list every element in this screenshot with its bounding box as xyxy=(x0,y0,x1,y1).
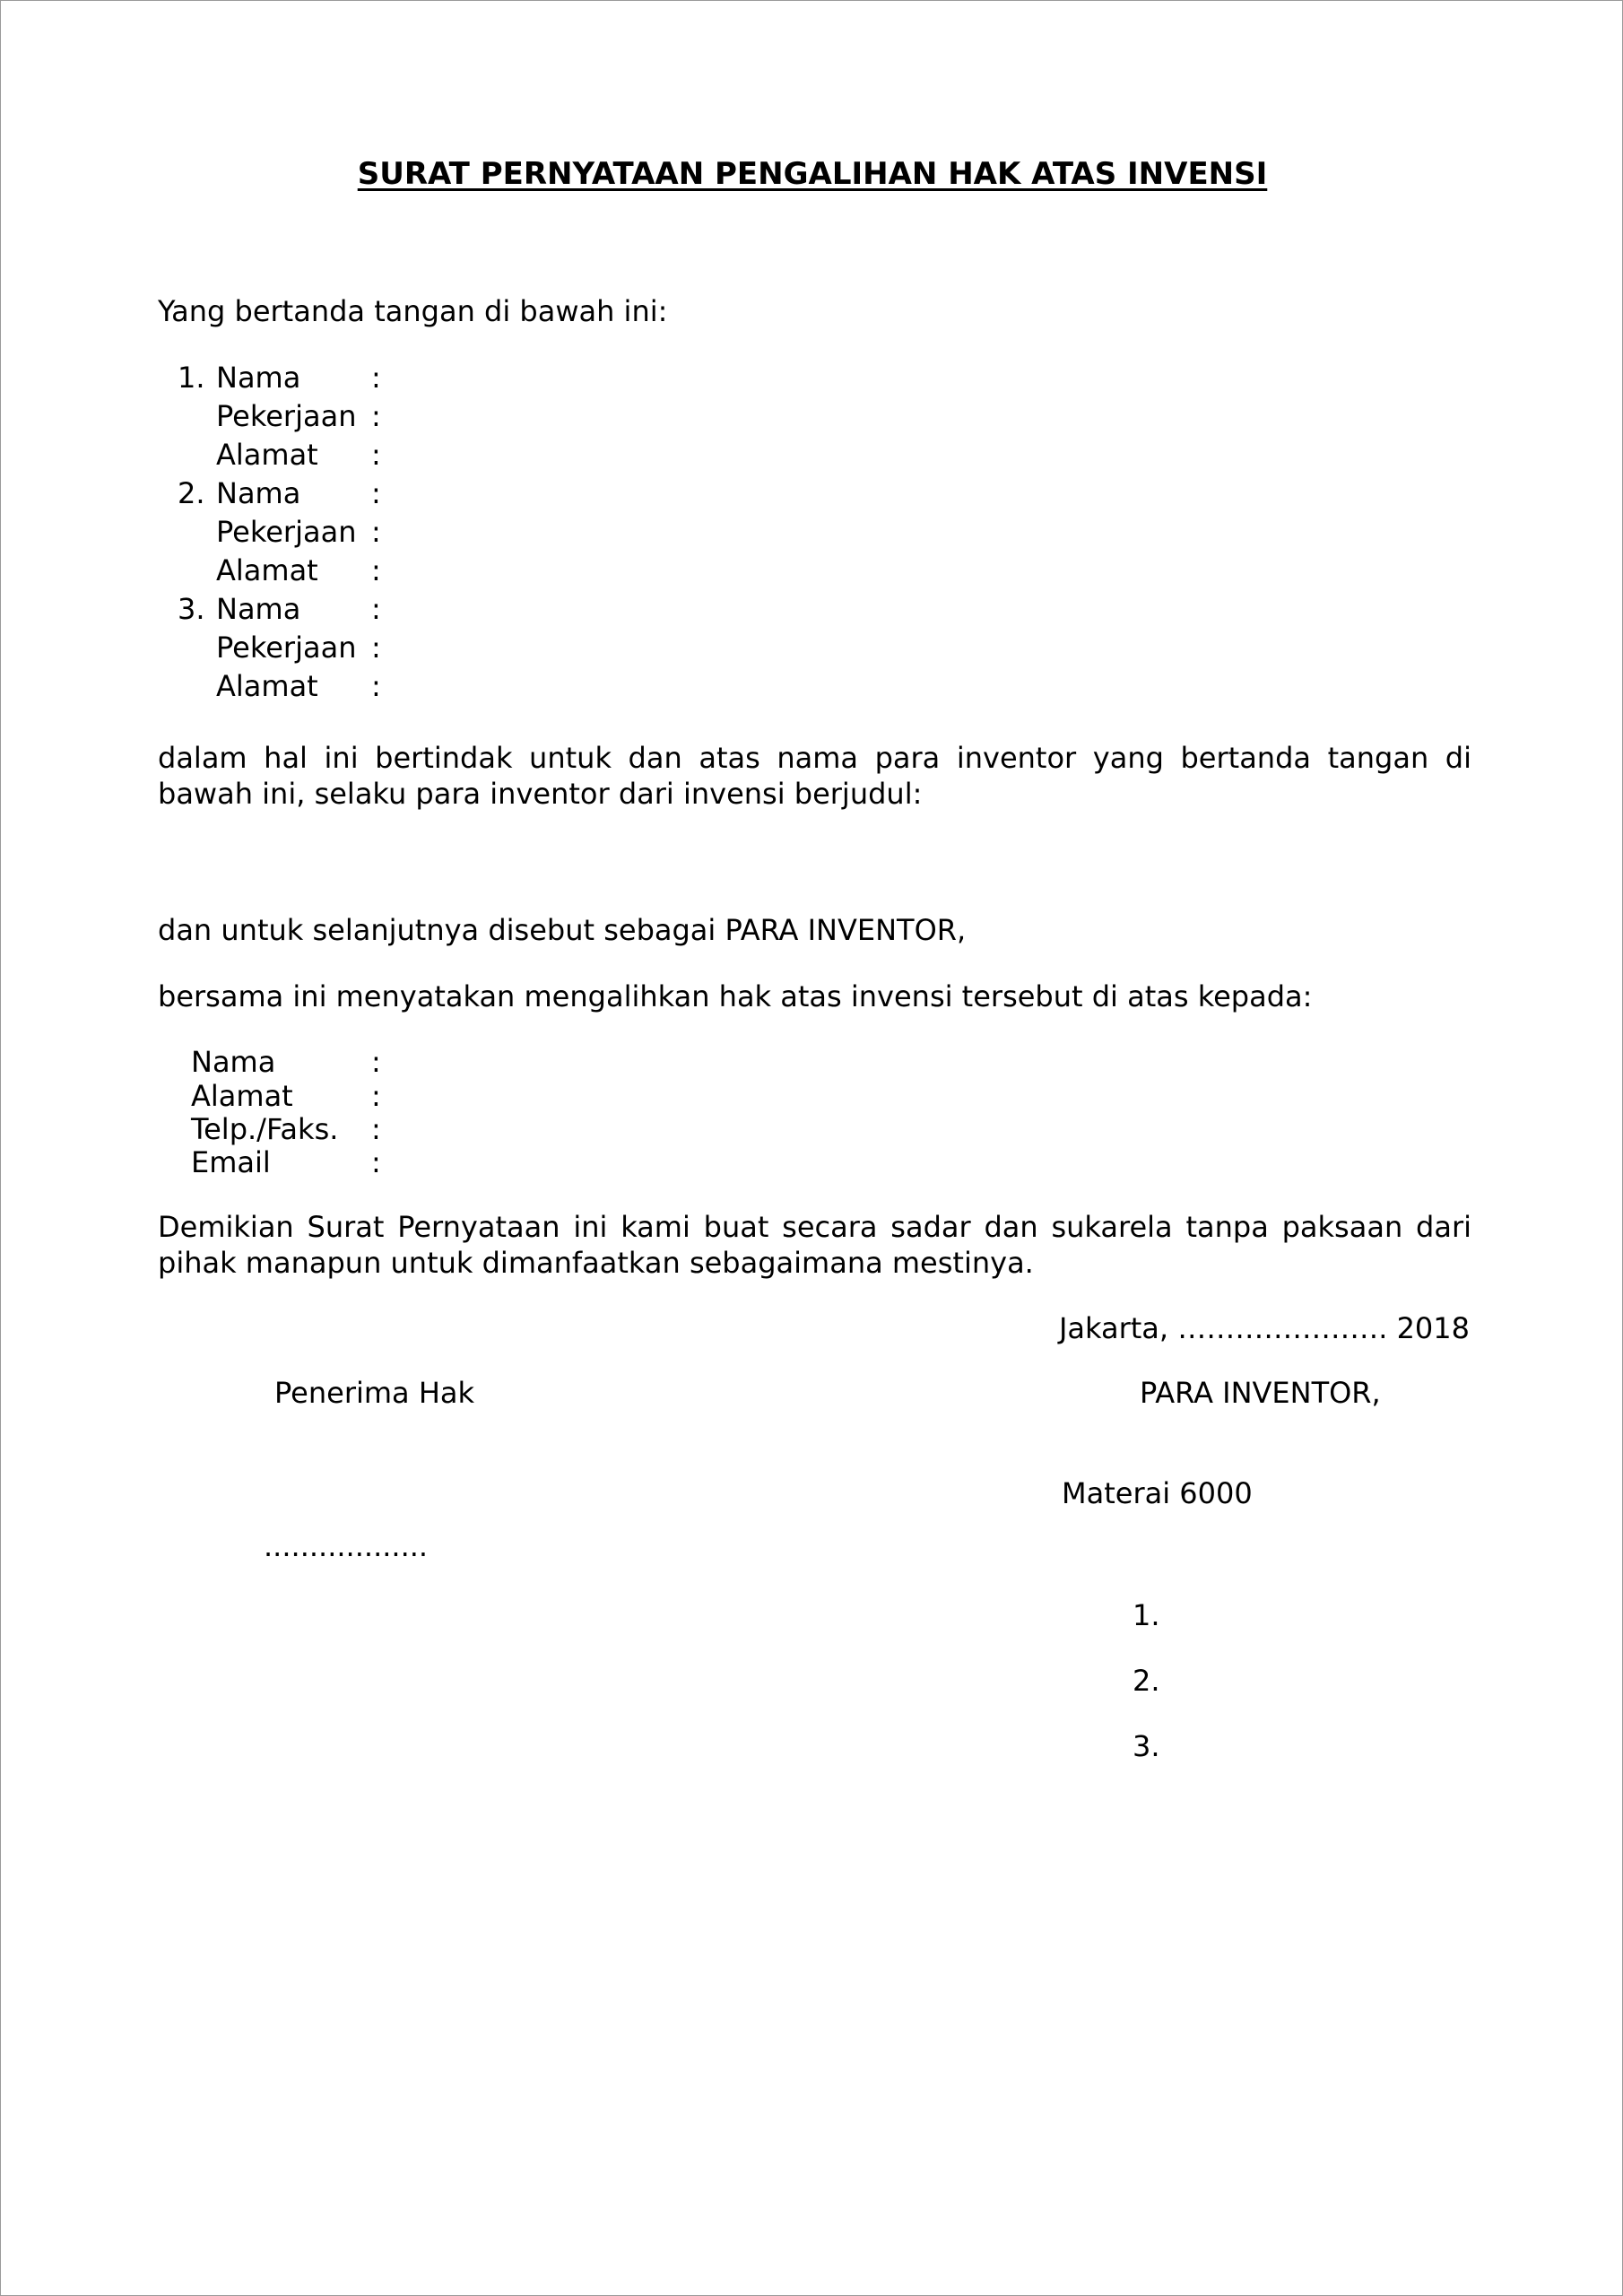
signer-2-nama-colon: : xyxy=(371,476,381,510)
place-date: Jakarta, …………………. 2018 xyxy=(1058,1311,1470,1345)
signer-1-alamat-label: Alamat xyxy=(216,438,318,472)
signer-3-pekerjaan-label: Pekerjaan xyxy=(216,631,357,665)
signer-2-pekerjaan-colon: : xyxy=(371,515,381,549)
inventor-signature-3: 3. xyxy=(1133,1729,1160,1763)
signer-1-nama-label: Nama xyxy=(216,361,301,395)
signer-1-alamat-colon: : xyxy=(371,438,381,472)
recipient-signature-dots: .................. xyxy=(264,1529,429,1563)
signer-2-nama-label: Nama xyxy=(216,476,301,510)
transfer-text: bersama ini menyatakan mengalihkan hak atas invensi tersebut di atas kepada: xyxy=(158,979,1313,1013)
recipient-signature-label: Penerima Hak xyxy=(274,1376,475,1410)
intro-text: Yang bertanda tangan di bawah ini: xyxy=(158,294,668,328)
signer-2-alamat-colon: : xyxy=(371,553,381,587)
inventors-signature-label: PARA INVENTOR, xyxy=(1140,1376,1381,1410)
inventor-signature-1: 1. xyxy=(1133,1598,1160,1632)
recipient-telp-label: Telp./Faks. xyxy=(191,1112,339,1146)
recipient-nama-label: Nama xyxy=(191,1045,276,1079)
signer-1-number: 1. xyxy=(178,361,205,395)
signer-3-nama-label: Nama xyxy=(216,592,301,626)
recipient-alamat-label: Alamat xyxy=(191,1079,293,1113)
recipient-nama-colon: : xyxy=(371,1045,381,1079)
closing-paragraph: Demikian Surat Pernyataan ini kami buat secara sadar dan sukarela tanpa paksaan dari pihak manapun untuk dimanfaatkan sebagaimana mestinya. xyxy=(158,1210,1471,1280)
signer-1-pekerjaan-label: Pekerjaan xyxy=(216,399,357,433)
signer-3-pekerjaan-colon: : xyxy=(371,631,381,665)
stamp-label: Materai 6000 xyxy=(1062,1476,1253,1510)
recipient-email-colon: : xyxy=(371,1145,381,1179)
signer-2-number: 2. xyxy=(178,476,205,510)
signer-2-alamat-label: Alamat xyxy=(216,553,318,587)
document-title: SURAT PERNYATAAN PENGALIHAN HAK ATAS INVENSI xyxy=(357,156,1268,192)
recipient-email-label: Email xyxy=(191,1145,271,1179)
referred-text: dan untuk selanjutnya disebut sebagai PARA INVENTOR, xyxy=(158,913,967,947)
signer-1-pekerjaan-colon: : xyxy=(371,399,381,433)
recipient-telp-colon: : xyxy=(371,1112,381,1146)
signer-3-nama-colon: : xyxy=(371,592,381,626)
signer-3-number: 3. xyxy=(178,592,205,626)
signer-1-nama-colon: : xyxy=(371,361,381,395)
signer-3-alamat-label: Alamat xyxy=(216,669,318,703)
acting-paragraph: dalam hal ini bertindak untuk dan atas nama para inventor yang bertanda tangan di bawah ini, selaku para inventor dari invensi berjudul: xyxy=(158,741,1471,811)
recipient-alamat-colon: : xyxy=(371,1079,381,1113)
signer-3-alamat-colon: : xyxy=(371,669,381,703)
signer-2-pekerjaan-label: Pekerjaan xyxy=(216,515,357,549)
inventor-signature-2: 2. xyxy=(1133,1664,1160,1698)
